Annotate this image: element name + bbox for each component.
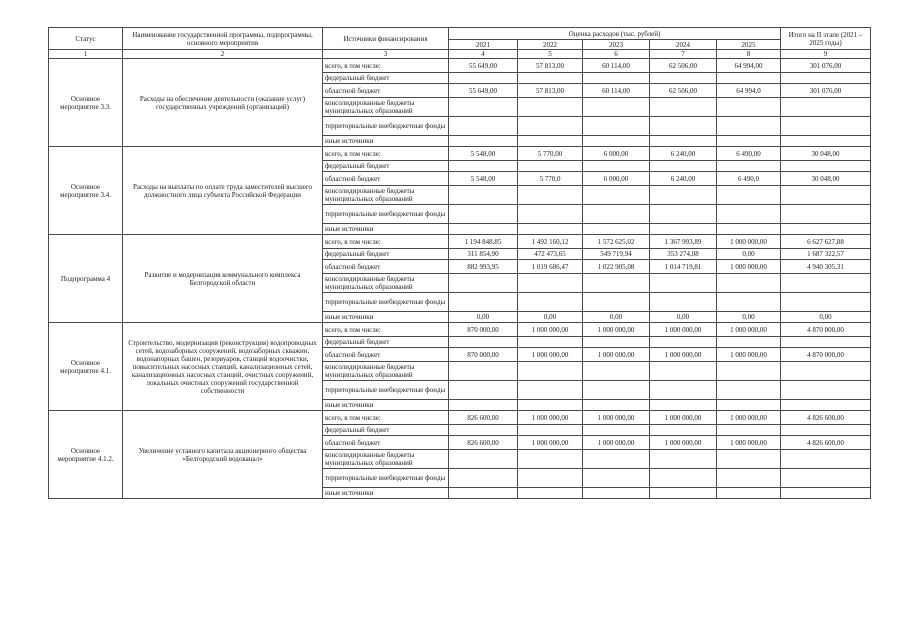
table-row (49, 147, 871, 161)
funding-source-label: областной бюджет (323, 348, 449, 362)
header-estimate: Оценка расходов (тыс. рублей) (449, 28, 781, 40)
amount-cell: 1 000 000,00 (717, 323, 781, 337)
amount-cell (583, 98, 650, 117)
funding-source-label: федеральный бюджет (323, 73, 449, 84)
amount-cell (583, 425, 650, 436)
amount-cell: 0,00 (518, 312, 583, 323)
total-cell (781, 337, 871, 348)
total-cell (781, 274, 871, 293)
amount-cell (518, 73, 583, 84)
amount-cell: 353 274,08 (650, 249, 717, 260)
amount-cell (717, 117, 781, 136)
total-cell (781, 186, 871, 205)
row-program-name: Развитие и модернизация коммунального комплекса Белгородской области (123, 235, 323, 323)
amount-cell (518, 224, 583, 235)
amount-cell (650, 381, 717, 400)
amount-cell (583, 205, 650, 224)
amount-cell: 1 000 000,00 (717, 436, 781, 450)
amount-cell (518, 293, 583, 312)
funding-source-label: областной бюджет (323, 172, 449, 186)
header-year: 2025 (717, 40, 781, 50)
amount-cell: 55 649,00 (449, 84, 518, 98)
total-cell (781, 450, 871, 469)
amount-cell (518, 337, 583, 348)
funding-source-label: территориальные внебюджетные фонды (323, 469, 449, 488)
row-program-name: Строительство, модернизация (реконструкция) водопроводных сетей, водозаборных сооружений, водозаборных скважин, водонапорных башен, резервуаров, станций водоочистки, повысительных насосных станций, канализационных сетей, канализационных насосных станций, очистных сооружений, локальных очистных сооружений государственной собственности (123, 323, 323, 411)
funding-source-label: иные источники (323, 312, 449, 323)
amount-cell: 826 600,00 (449, 411, 518, 425)
total-cell (781, 73, 871, 84)
amount-cell: 1 194 848,85 (449, 235, 518, 249)
amount-cell: 1 000 000,00 (518, 348, 583, 362)
amount-cell (717, 98, 781, 117)
row-program-name: Расходы на обеспечение деятельности (оказание услуг) государственных учреждений (организаций) (123, 59, 323, 147)
amount-cell: 1 000 000,00 (717, 260, 781, 274)
amount-cell (518, 400, 583, 411)
amount-cell (449, 98, 518, 117)
amount-cell (518, 469, 583, 488)
row-status: Основное мероприятие 4.1. (49, 323, 123, 411)
amount-cell (650, 73, 717, 84)
total-cell: 30 048,00 (781, 147, 871, 161)
header-year: 2022 (518, 40, 583, 50)
amount-cell (583, 73, 650, 84)
amount-cell: 64 994,00 (717, 59, 781, 73)
total-cell: 301 076,00 (781, 59, 871, 73)
amount-cell: 1 022 905,08 (583, 260, 650, 274)
amount-cell (449, 488, 518, 499)
table-body (49, 59, 871, 499)
header-status: Статус (49, 28, 123, 50)
total-cell (781, 488, 871, 499)
amount-cell (518, 450, 583, 469)
amount-cell (583, 274, 650, 293)
row-status: Подпрограмма 4 (49, 235, 123, 323)
funding-source-label: иные источники (323, 224, 449, 235)
amount-cell: 5 548,00 (449, 147, 518, 161)
amount-cell (583, 400, 650, 411)
amount-cell (650, 362, 717, 381)
funding-source-label: всего, в том числе: (323, 235, 449, 249)
amount-cell: 1 000 000,00 (717, 411, 781, 425)
total-cell: 4 940 305,31 (781, 260, 871, 274)
amount-cell (717, 488, 781, 499)
table-row (49, 59, 871, 73)
amount-cell (583, 337, 650, 348)
total-cell (781, 98, 871, 117)
funding-source-label: консолидированные бюджеты муниципальных образований (323, 98, 449, 117)
amount-cell (449, 161, 518, 172)
amount-cell (449, 362, 518, 381)
total-cell: 6 627 627,88 (781, 235, 871, 249)
amount-cell (650, 136, 717, 147)
funding-source-label: федеральный бюджет (323, 425, 449, 436)
row-program-name: Увеличение уставного капитала акционерного общества «Белгородский водоканал» (123, 411, 323, 499)
amount-cell (650, 117, 717, 136)
funding-source-label: консолидированные бюджеты муниципальных образований (323, 362, 449, 381)
amount-cell: 5 548,00 (449, 172, 518, 186)
amount-cell (449, 337, 518, 348)
amount-cell: 1 000 000,00 (518, 436, 583, 450)
amount-cell (518, 274, 583, 293)
amount-cell: 1 000 000,00 (717, 348, 781, 362)
amount-cell: 1 000 000,00 (583, 348, 650, 362)
amount-cell: 1 000 000,00 (650, 411, 717, 425)
amount-cell (583, 450, 650, 469)
header-year: 2023 (583, 40, 650, 50)
amount-cell: 1 000 000,00 (583, 411, 650, 425)
table-row (49, 411, 871, 425)
amount-cell: 1 000 000,00 (717, 235, 781, 249)
amount-cell (650, 274, 717, 293)
header-total: Итого на II этапе (2021 – 2025 годы) (781, 28, 871, 50)
header-name: Наименование государственной программы, подпрограммы, основного мероприятия (123, 28, 323, 50)
total-cell (781, 381, 871, 400)
amount-cell: 6 240,00 (650, 147, 717, 161)
funding-source-label: консолидированные бюджеты муниципальных образований (323, 450, 449, 469)
amount-cell: 1 000 000,00 (650, 348, 717, 362)
amount-cell (650, 337, 717, 348)
amount-cell: 1 000 000,00 (583, 436, 650, 450)
amount-cell (650, 161, 717, 172)
funding-source-label: всего, в том числе: (323, 323, 449, 337)
amount-cell (650, 488, 717, 499)
amount-cell (449, 205, 518, 224)
header-sources: Источники финансирования (323, 28, 449, 50)
amount-cell: 6 000,00 (583, 172, 650, 186)
funding-source-label: федеральный бюджет (323, 161, 449, 172)
amount-cell: 1 367 993,89 (650, 235, 717, 249)
amount-cell (518, 488, 583, 499)
column-number: 1 (49, 50, 123, 59)
total-cell (781, 362, 871, 381)
amount-cell: 0,00 (717, 312, 781, 323)
total-cell: 0,00 (781, 312, 871, 323)
amount-cell (583, 136, 650, 147)
amount-cell (449, 186, 518, 205)
total-cell (781, 469, 871, 488)
funding-source-label: территориальные внебюджетные фонды (323, 381, 449, 400)
amount-cell (583, 381, 650, 400)
amount-cell: 6 000,00 (583, 147, 650, 161)
total-cell: 301 076,00 (781, 84, 871, 98)
budget-table (48, 27, 871, 499)
amount-cell: 311 854,90 (449, 249, 518, 260)
total-cell: 4 826 600,00 (781, 411, 871, 425)
amount-cell (583, 224, 650, 235)
amount-cell (449, 425, 518, 436)
amount-cell (449, 381, 518, 400)
funding-source-label: федеральный бюджет (323, 337, 449, 348)
total-cell (781, 161, 871, 172)
amount-cell: 870 000,00 (449, 323, 518, 337)
total-cell: 30 048,00 (781, 172, 871, 186)
amount-cell (650, 293, 717, 312)
amount-cell (518, 425, 583, 436)
column-number: 4 (449, 50, 518, 59)
amount-cell (583, 117, 650, 136)
amount-cell: 62 506,00 (650, 59, 717, 73)
total-cell (781, 400, 871, 411)
amount-cell (518, 161, 583, 172)
funding-source-label: всего, в том числе: (323, 411, 449, 425)
total-cell: 4 870 000,00 (781, 323, 871, 337)
amount-cell (717, 337, 781, 348)
amount-cell: 57 813,00 (518, 59, 583, 73)
table-row (49, 235, 871, 249)
row-status: Основное мероприятие 4.1.2. (49, 411, 123, 499)
funding-source-label: территориальные внебюджетные фонды (323, 205, 449, 224)
total-cell (781, 224, 871, 235)
amount-cell (583, 362, 650, 381)
amount-cell (449, 469, 518, 488)
total-cell (781, 425, 871, 436)
amount-cell (449, 117, 518, 136)
amount-cell: 1 572 625,02 (583, 235, 650, 249)
amount-cell (449, 400, 518, 411)
column-number: 9 (781, 50, 871, 59)
amount-cell (650, 224, 717, 235)
document-page (48, 27, 870, 499)
funding-source-label: территориальные внебюджетные фонды (323, 117, 449, 136)
total-cell: 1 687 322,57 (781, 249, 871, 260)
amount-cell: 62 506,00 (650, 84, 717, 98)
column-number: 7 (650, 50, 717, 59)
amount-cell (449, 450, 518, 469)
amount-cell: 870 000,00 (449, 348, 518, 362)
funding-source-label: иные источники (323, 136, 449, 147)
amount-cell (583, 469, 650, 488)
funding-source-label: всего, в том числе: (323, 147, 449, 161)
funding-source-label: областной бюджет (323, 84, 449, 98)
amount-cell (717, 161, 781, 172)
amount-cell (717, 274, 781, 293)
funding-source-label: федеральный бюджет (323, 249, 449, 260)
funding-source-label: иные источники (323, 400, 449, 411)
total-cell (781, 136, 871, 147)
amount-cell (518, 362, 583, 381)
amount-cell (449, 136, 518, 147)
amount-cell (717, 425, 781, 436)
amount-cell (518, 205, 583, 224)
amount-cell: 64 994,0 (717, 84, 781, 98)
amount-cell (650, 425, 717, 436)
amount-cell: 1 014 719,81 (650, 260, 717, 274)
table-row (49, 323, 871, 337)
amount-cell: 60 114,00 (583, 59, 650, 73)
amount-cell (717, 136, 781, 147)
amount-cell: 0,00 (650, 312, 717, 323)
amount-cell (717, 224, 781, 235)
column-number: 2 (123, 50, 323, 59)
total-cell (781, 293, 871, 312)
amount-cell (717, 293, 781, 312)
amount-cell (449, 293, 518, 312)
header-year: 2021 (449, 40, 518, 50)
amount-cell: 549 719,94 (583, 249, 650, 260)
amount-cell (518, 136, 583, 147)
amount-cell (717, 362, 781, 381)
amount-cell (518, 186, 583, 205)
total-cell (781, 117, 871, 136)
amount-cell: 1 000 000,00 (583, 323, 650, 337)
amount-cell: 1 000 000,00 (518, 323, 583, 337)
amount-cell: 5 770,00 (518, 147, 583, 161)
row-program-name: Расходы на выплаты по оплате труда заместителей высшего должностного лица субъекта Российской Федерации (123, 147, 323, 235)
total-cell (781, 205, 871, 224)
amount-cell (717, 400, 781, 411)
amount-cell: 0,00 (583, 312, 650, 323)
column-number: 3 (323, 50, 449, 59)
amount-cell: 0,00 (717, 249, 781, 260)
amount-cell: 1 000 000,00 (650, 436, 717, 450)
amount-cell (518, 381, 583, 400)
amount-cell (583, 161, 650, 172)
amount-cell (583, 293, 650, 312)
amount-cell (583, 186, 650, 205)
amount-cell (717, 381, 781, 400)
amount-cell: 0,00 (449, 312, 518, 323)
amount-cell: 6 490,00 (717, 147, 781, 161)
amount-cell: 472 473,65 (518, 249, 583, 260)
amount-cell (717, 205, 781, 224)
total-cell: 4 826 600,00 (781, 436, 871, 450)
amount-cell: 1 019 686,47 (518, 260, 583, 274)
amount-cell (717, 450, 781, 469)
column-number: 5 (518, 50, 583, 59)
funding-source-label: консолидированные бюджеты муниципальных образований (323, 274, 449, 293)
amount-cell (449, 224, 518, 235)
amount-cell (650, 400, 717, 411)
amount-cell: 57 813,00 (518, 84, 583, 98)
amount-cell: 6 490,0 (717, 172, 781, 186)
amount-cell (650, 469, 717, 488)
amount-cell (717, 469, 781, 488)
row-status: Основное мероприятие 3.3. (49, 59, 123, 147)
amount-cell (449, 73, 518, 84)
amount-cell: 1 000 000,00 (518, 411, 583, 425)
header-year: 2024 (650, 40, 717, 50)
column-number: 8 (717, 50, 781, 59)
amount-cell: 55 649,00 (449, 59, 518, 73)
funding-source-label: областной бюджет (323, 436, 449, 450)
row-status: Основное мероприятие 3.4. (49, 147, 123, 235)
amount-cell: 1 000 000,00 (650, 323, 717, 337)
amount-cell (518, 117, 583, 136)
amount-cell (717, 73, 781, 84)
column-number: 6 (583, 50, 650, 59)
amount-cell (650, 98, 717, 117)
amount-cell: 826 600,00 (449, 436, 518, 450)
amount-cell: 60 114,00 (583, 84, 650, 98)
amount-cell (449, 274, 518, 293)
amount-cell: 6 240,00 (650, 172, 717, 186)
funding-source-label: иные источники (323, 488, 449, 499)
amount-cell (518, 98, 583, 117)
amount-cell (650, 450, 717, 469)
funding-source-label: территориальные внебюджетные фонды (323, 293, 449, 312)
funding-source-label: всего, в том числе: (323, 59, 449, 73)
amount-cell: 882 993,95 (449, 260, 518, 274)
amount-cell: 1 492 160,12 (518, 235, 583, 249)
amount-cell: 5 770,0 (518, 172, 583, 186)
amount-cell (650, 186, 717, 205)
total-cell: 4 870 000,00 (781, 348, 871, 362)
amount-cell (583, 488, 650, 499)
funding-source-label: областной бюджет (323, 260, 449, 274)
amount-cell (717, 186, 781, 205)
funding-source-label: консолидированные бюджеты муниципальных образований (323, 186, 449, 205)
amount-cell (650, 205, 717, 224)
